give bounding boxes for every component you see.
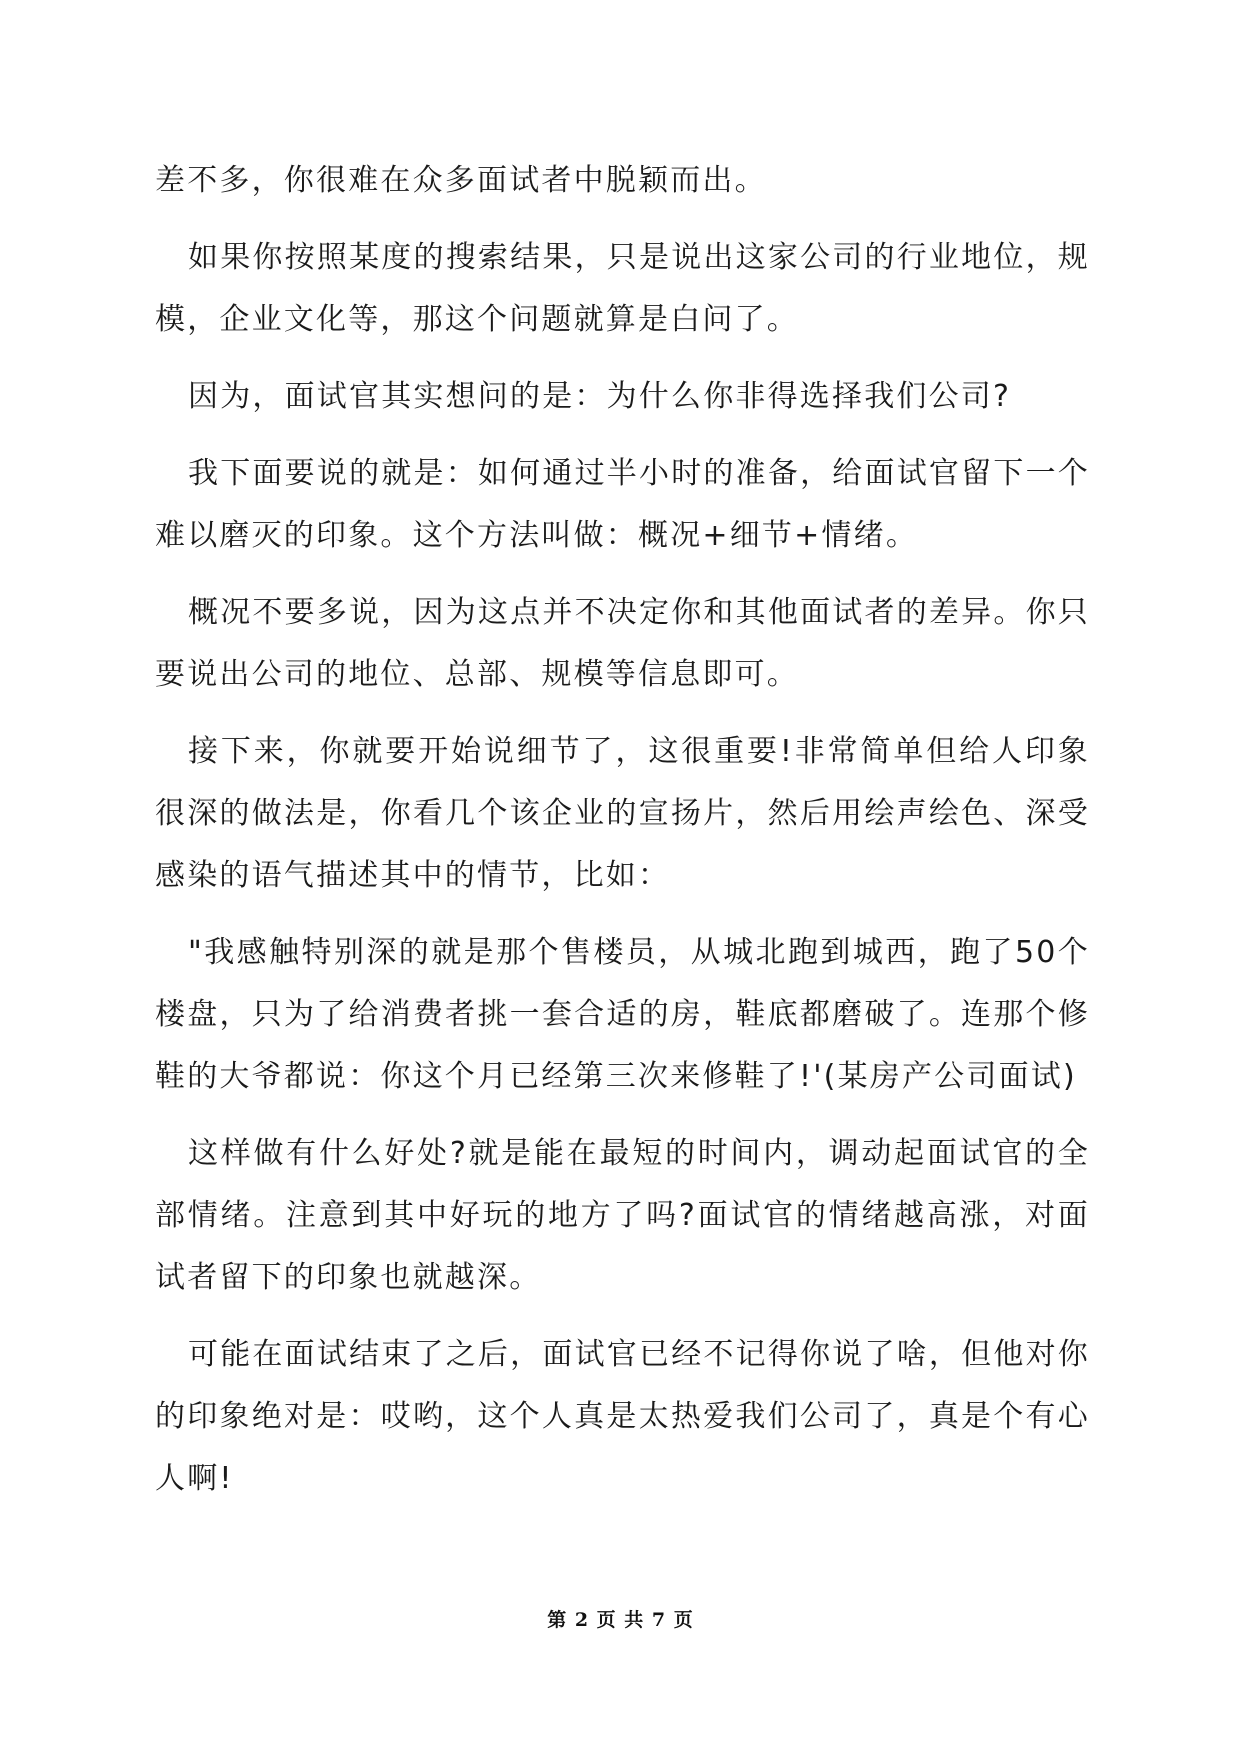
paragraph: "我感触特别深的就是那个售楼员，从城北跑到城西，跑了50个楼盘，只为了给消费者挑一套合适的房，鞋底都磨破了。连那个修鞋的大爷都说：你这个月已经第三次来修鞋了!'(某房产公司面试) bbox=[155, 935, 1090, 1094]
page-number-label: 第 2 页 共 7 页 bbox=[547, 1609, 694, 1631]
paragraph: 可能在面试结束了之后，面试官已经不记得你说了啥，但他对你的印象绝对是：哎哟，这个人真是太热爱我们公司了，真是个有心人啊! bbox=[155, 1337, 1090, 1496]
paragraph: 我下面要说的就是：如何通过半小时的准备，给面试官留下一个难以磨灭的印象。这个方法叫做：概况+细节+情绪。 bbox=[155, 456, 1090, 553]
paragraph: 接下来，你就要开始说细节了，这很重要!非常简单但给人印象很深的做法是，你看几个该企业的宣扬片，然后用绘声绘色、深受感染的语气描述其中的情节，比如： bbox=[155, 734, 1090, 893]
paragraph: 差不多，你很难在众多面试者中脱颖而出。 bbox=[155, 163, 767, 198]
paragraph: 如果你按照某度的搜索结果，只是说出这家公司的行业地位，规模，企业文化等，那这个问题就算是白问了。 bbox=[155, 240, 1090, 337]
page-footer bbox=[0, 1605, 1241, 1632]
paragraph: 这样做有什么好处?就是能在最短的时间内，调动起面试官的全部情绪。注意到其中好玩的地方了吗?面试官的情绪越高涨，对面试者留下的印象也就越深。 bbox=[155, 1136, 1090, 1295]
paragraph: 因为，面试官其实想问的是：为什么你非得选择我们公司? bbox=[188, 379, 1012, 414]
document-body bbox=[155, 150, 1090, 1525]
paragraph: 概况不要多说，因为这点并不决定你和其他面试者的差异。你只要说出公司的地位、总部、规模等信息即可。 bbox=[155, 595, 1090, 692]
